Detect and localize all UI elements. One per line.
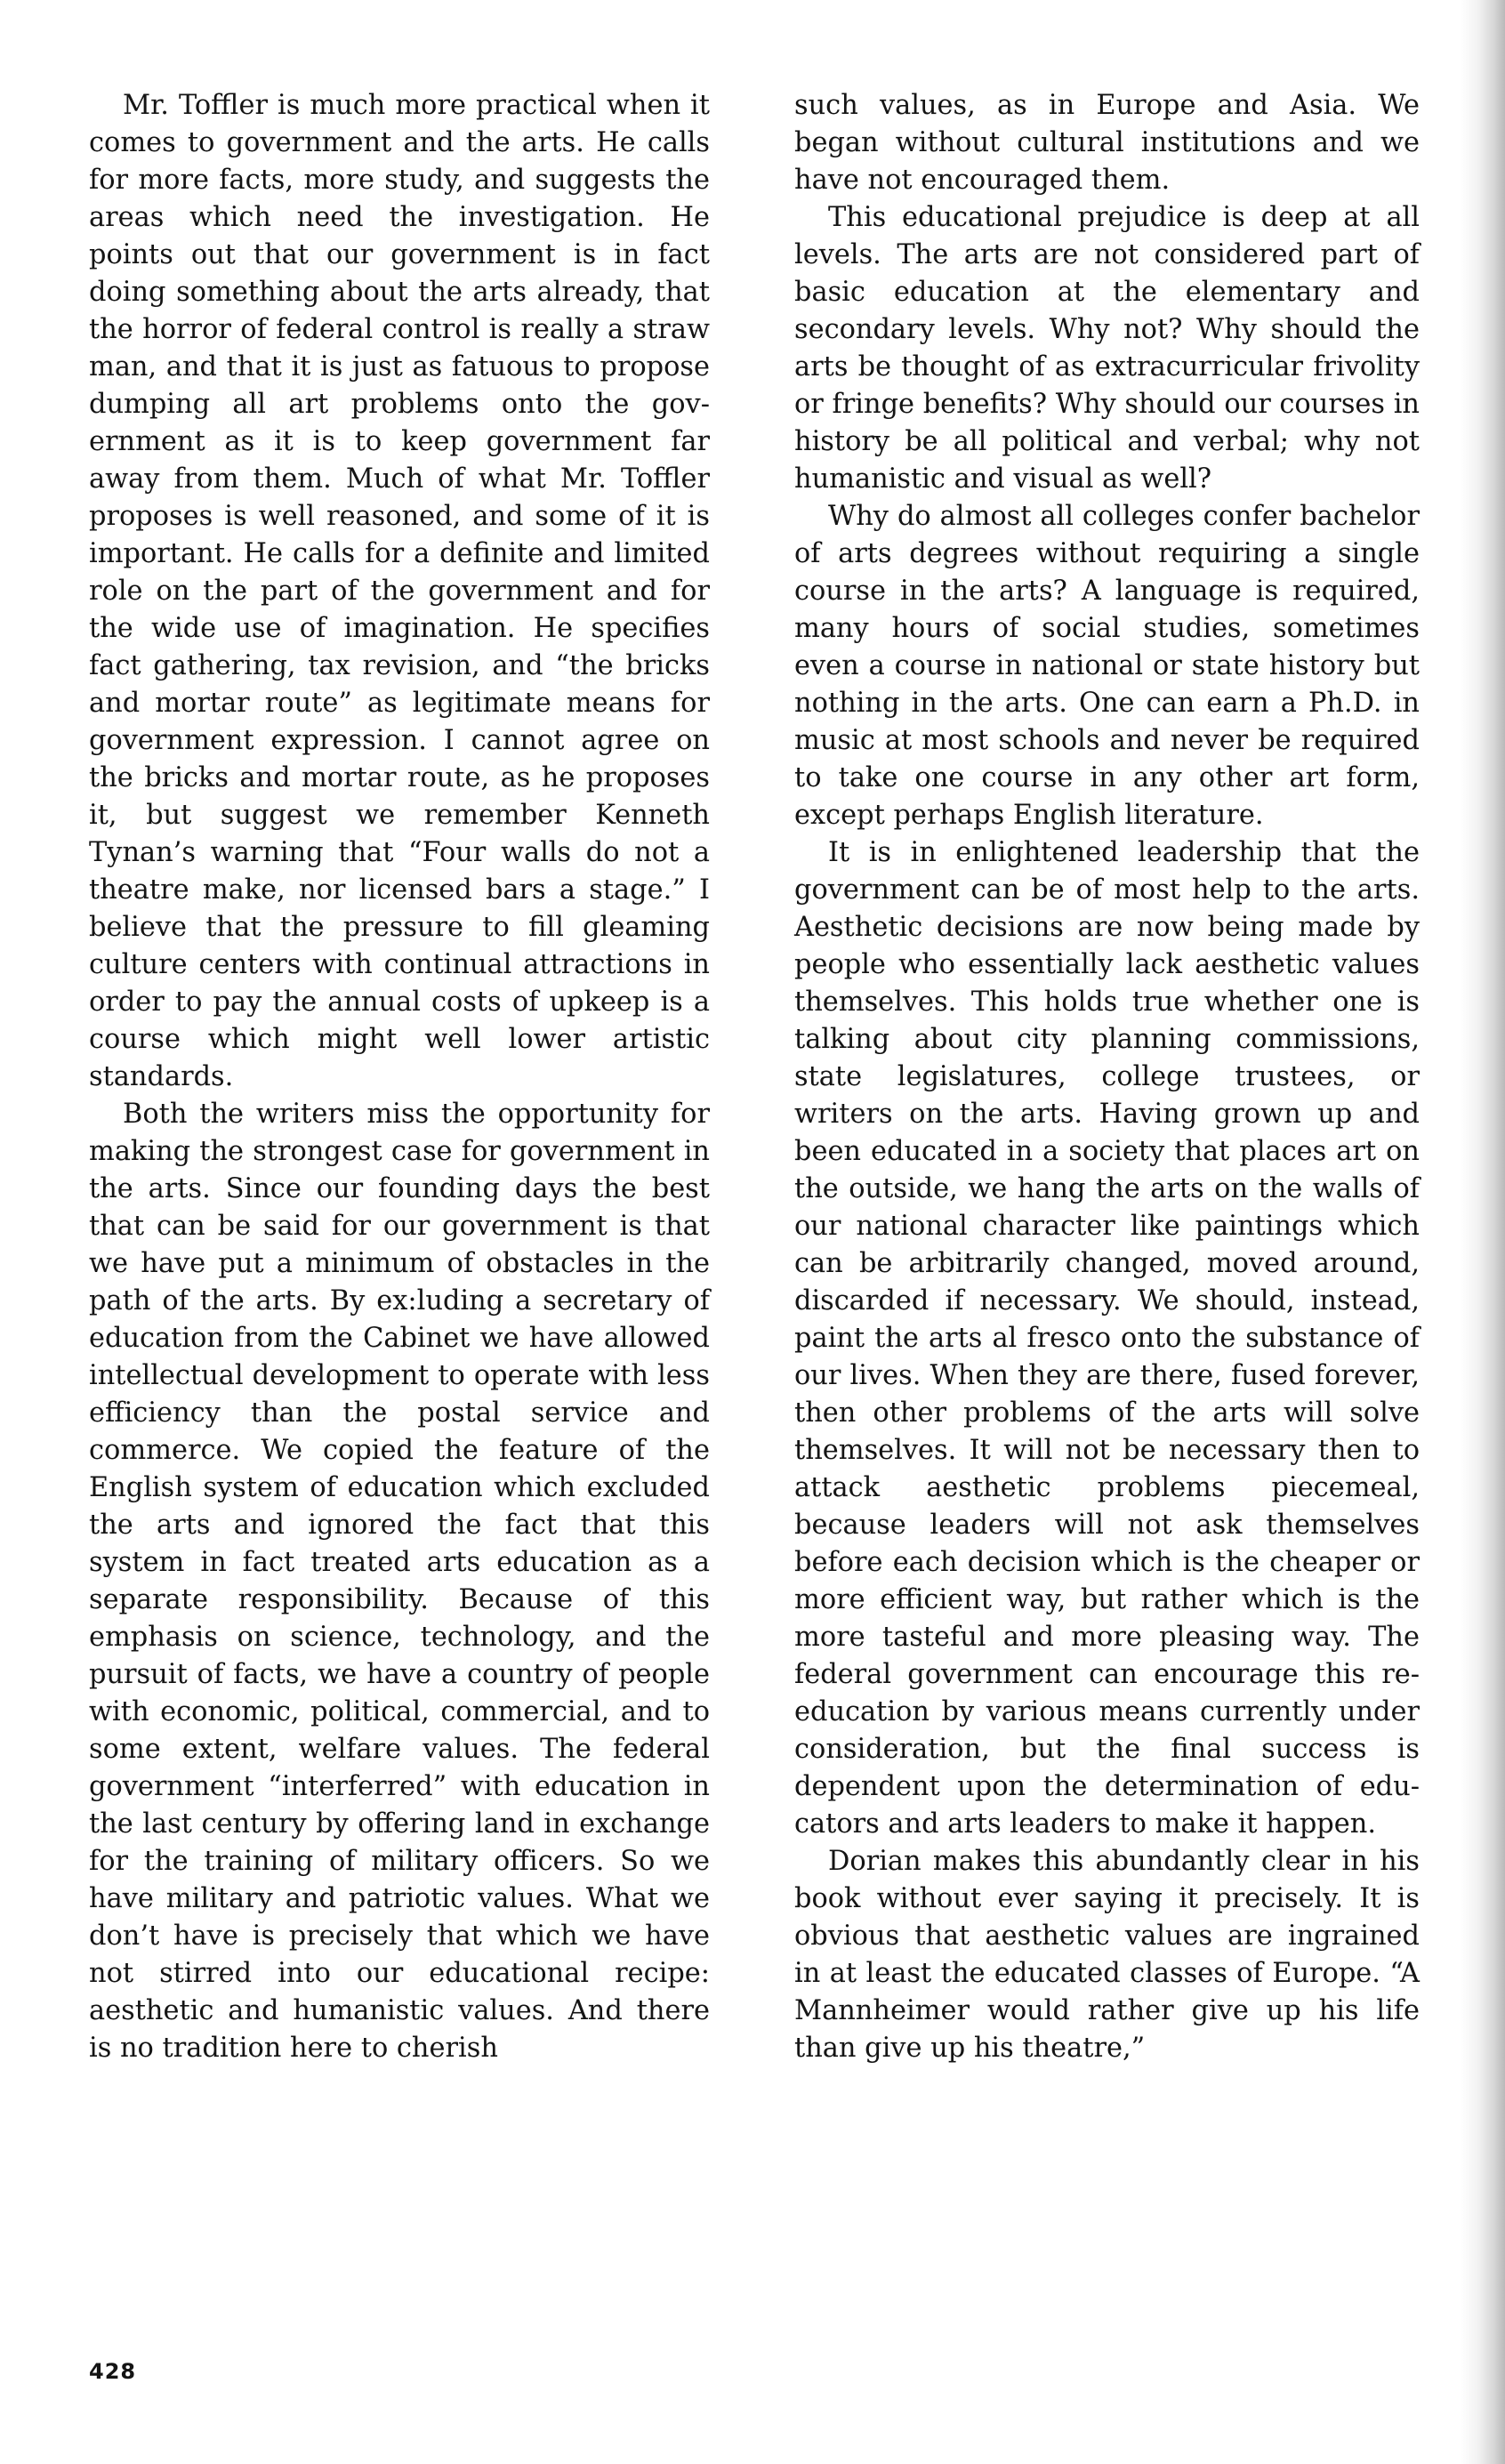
right-paragraph-1: This educational prejudice is deep at all levels. The arts are not considered part of basic education at the elementary and secondary levels. Why not? Why should the arts be thought of as extracurricular frivolity or fringe benefits? Why should our courses in history be all political and verbal; why not humanistic and visual as well? — [794, 202, 1420, 495]
left-paragraph-2: Both the writers miss the opportunity for making the strongest case for government in the arts. Since our founding days the best that can be said for our government is that we have put a minimum of obstacles in the path of the arts. By ex:luding a secretary of education from the Cabinet we have allowed intellectual development to operate with less efficiency than the postal service and commerce. We copied the feature of the English system of education which excluded the arts and ignored the fact that this system in fact treated arts education as a separate responsibility. Because of this emphasis on science, technology, and the pursuit of facts, we have a country of people with economic, political, commercial, and to some extent, welfare values. The federal government “interferred” with education in the last century by offering land in exchange for the training of military officers. So we have military and patriotic values. What we don’t have is precisely that which we have not stirred into our educational recipe: aesthetic and humanistic values. And there is no tradition here to cherish — [89, 1099, 710, 2064]
right-paragraph-2: Why do almost all colleges confer bachelor of arts degrees without requiring a single course in the arts? A language is required, many hours of social studies, sometimes even a course in national or state history but nothing in the arts. One can earn a Ph.D. in music at most schools and never be required to take one course in any other art form, except perhaps English literature. — [794, 501, 1420, 831]
right-continuation-paragraph: such values, as in Europe and Asia. We began without cultural institutions and we have not encouraged them. — [794, 90, 1420, 196]
right-paragraph-3: It is in enlightened leadership that the government can be of most help to the arts. Aesthetic decisions are now being made by people who essentially lack aesthetic values themselves. This holds true whether one is talking about city planning commissions, state legislatures, college trustees, or writers on the arts. Having grown up and been educated in a society that places art on the outside, we hang the arts on the walls of our national character like paintings which can be arbitrarily changed, moved around, discarded if necessary. We should, instead, paint the arts al fresco onto the substance of our lives. When they are there, fused forever, then other problems of the arts will solve themselves. It will not be necessary then to attack aesthetic problems piecemeal, because leaders will not ask themselves before each decision which is the cheaper or more efficient way, but rather which is the more tasteful and more pleasing way. The federal government can encourage this re-education by various means currently under consideration, but the final success is dependent upon the determination of educators and arts leaders to make it happen. — [794, 837, 1420, 1840]
page-number: 428 — [89, 2359, 137, 2384]
binding-shadow — [1461, 0, 1505, 2464]
right-column — [794, 87, 1420, 2067]
left-paragraph-1: Mr. Toffler is much more practical when it comes to government and the arts. He calls for more facts, more study, and suggests the areas which need the investigation. He points out that our government is in fact doing something about the arts already, that the horror of federal control is really a straw man, and that it is just as fatuous to propose dumping all art problems onto the government as it is to keep government far away from them. Much of what Mr. Toffler proposes is well reasoned, and some of it is important. He calls for a definite and limited role on the part of the government and for the wide use of imagination. He specifies fact gathering, tax revision, and “the bricks and mortar route” as legitimate means for government expression. I cannot agree on the bricks and mortar route, as he proposes it, but suggest we remember Kenneth Tynan’s warning that “Four walls do not a theatre make, nor licensed bars a stage.” I believe that the pressure to fill gleaming culture centers with continual attractions in order to pay the annual costs of upkeep is a course which might well lower artistic standards. — [89, 90, 710, 1092]
right-paragraph-4: Dorian makes this abundantly clear in his book without ever saying it precisely. It is obvious that aesthetic values are ingrained in at least the educated classes of Europe. “A Mannheimer would rather give up his life than give up his theatre,” — [794, 1846, 1420, 2064]
left-column — [89, 87, 710, 2067]
